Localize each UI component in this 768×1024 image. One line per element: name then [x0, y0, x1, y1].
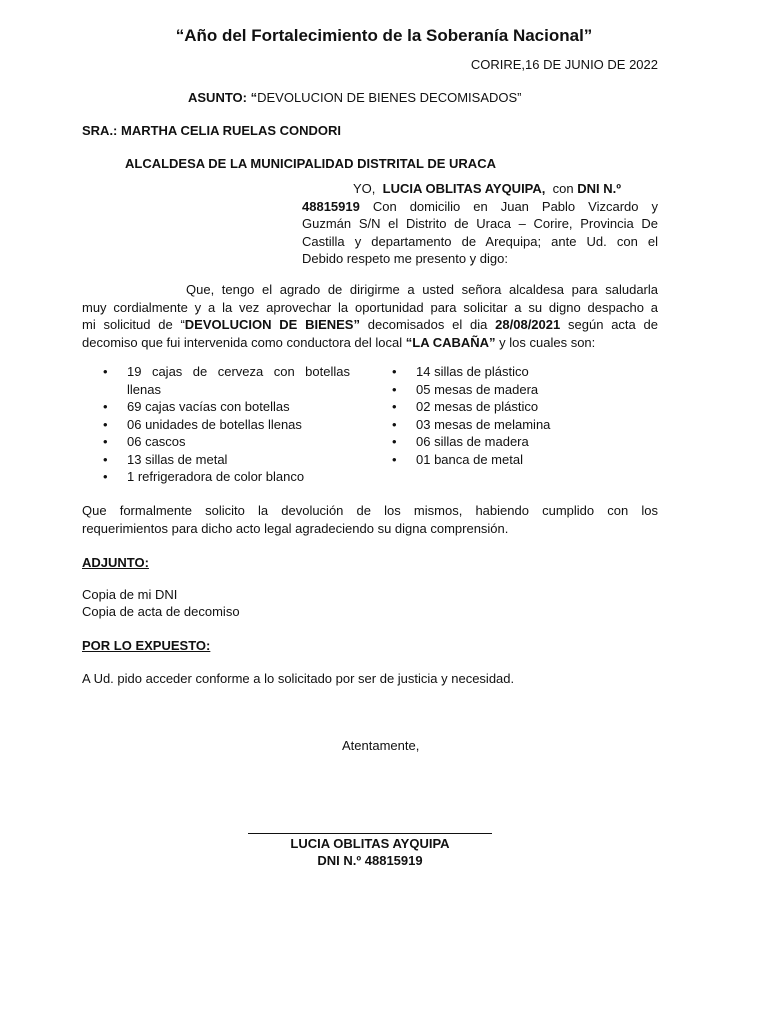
intro-dni-number: 48815919: [302, 198, 360, 214]
attachment-item: Copia de acta de decomiso: [82, 604, 240, 619]
request-heading: POR LO EXPUESTO:: [82, 638, 211, 653]
intro-line-1: YO, LUCIA OBLITAS AYQUIPA, con DNI N.º: [353, 181, 621, 196]
recipient-title: ALCALDESA DE LA MUNICIPALIDAD DISTRITAL DE URACA: [125, 156, 496, 171]
body-line-2: muy cordialmente y a la vez aprovechar la oportunidad para solicitar a su digno despacho a: [82, 299, 658, 315]
intro-name: LUCIA OBLITAS AYQUIPA,: [382, 181, 546, 196]
signature-name: LUCIA OBLITAS AYQUIPA: [290, 836, 450, 851]
list-item: • 06 unidades de botellas llenas: [103, 416, 302, 432]
bullet: •: [103, 434, 108, 450]
list-item: • 14 sillas de plástico: [392, 364, 529, 379]
intro-paragraph: [302, 180, 658, 268]
intro-line-2: 48815919 Con domicilio en Juan Pablo Vizcardo y: [302, 198, 658, 214]
items-list-left: [82, 363, 350, 486]
closing-paragraph: [82, 502, 658, 537]
subject-line: [188, 89, 522, 107]
place-date: CORIRE,16 DE JUNIO DE 2022: [470, 57, 658, 72]
bullet: •: [392, 451, 397, 467]
bullet: •: [392, 416, 397, 432]
list-item: • 06 sillas de madera: [392, 434, 529, 449]
list-item: • 1 refrigeradora de color blanco: [103, 469, 305, 485]
list-item: • 02 mesas de plástico: [392, 399, 539, 414]
body-line-1: Que, tengo el agrado de dirigirme a usted señora alcaldesa para saludarla: [186, 282, 658, 297]
body-paragraph: [82, 281, 658, 351]
bullet: •: [392, 399, 397, 414]
bullet: •: [392, 434, 397, 449]
list-item: • 06 cascos: [103, 434, 186, 450]
bullet: •: [103, 469, 108, 485]
intro-line-5: Debido respeto me presento y digo:: [302, 251, 508, 267]
farewell: Atentamente,: [342, 738, 420, 753]
intro-line-4: Castilla y departamento de Arequipa; ante Ud. con el: [302, 233, 658, 249]
intro-dni-label: DNI N.º: [577, 181, 621, 196]
list-item: • 05 mesas de madera: [392, 381, 539, 397]
list-item: • 19 cajas de cerveza con botellas llenas: [103, 364, 350, 397]
bullet: •: [103, 416, 108, 432]
recipient-name: SRA.: MARTHA CELIA RUELAS CONDORI: [82, 123, 342, 138]
closing-line-2: requerimientos para dicho acto legal agradeciendo su digna comprensión.: [82, 520, 509, 536]
list-item: • 01 banca de metal: [392, 451, 523, 467]
body-highlight-local: “LA CABAÑA”: [405, 334, 496, 350]
list-item: • 13 sillas de metal: [103, 451, 228, 467]
subject-text: DEVOLUCION DE BIENES DECOMISADOS”: [257, 90, 522, 105]
items-list-right: [371, 363, 631, 468]
body-highlight-goods: DEVOLUCION DE BIENES”: [184, 317, 360, 333]
body-line-4: decomiso que fui intervenida como conductora del local “LA CABAÑA” y los cuales son:: [82, 334, 596, 350]
document-heading: “Año del Fortalecimiento de la Soberanía Nacional”: [175, 26, 593, 45]
bullet: •: [392, 381, 397, 397]
signature-line: [248, 833, 492, 834]
subject-open-quote: “: [246, 90, 258, 105]
bullet: •: [103, 364, 108, 379]
request-text: A Ud. pido acceder conforme a lo solicitado por ser de justicia y necesidad.: [82, 671, 515, 686]
bullet: •: [103, 451, 108, 467]
attachments-heading: ADJUNTO:: [82, 555, 149, 570]
body-highlight-date: 28/08/2021: [495, 317, 561, 333]
intro-line-3: Guzmán S/N el Distrito de Uraca – Corire, Provincia De: [302, 216, 658, 232]
body-line-3: mi solicitud de “DEVOLUCION DE BIENES” decomisados el dia 28/08/2021 según acta de: [82, 317, 659, 333]
list-item: • 03 mesas de melamina: [392, 416, 551, 432]
signature-dni: DNI N.º 48815919: [317, 853, 423, 868]
bullet: •: [103, 399, 108, 415]
list-item: • 69 cajas vacías con botellas: [103, 399, 290, 415]
subject-label: ASUNTO:: [188, 90, 247, 105]
bullet: •: [392, 364, 397, 379]
attachment-item: Copia de mi DNI: [82, 587, 178, 602]
closing-line-1: Que formalmente solicito la devolución de los mismos, habiendo cumplido con los: [82, 503, 658, 518]
